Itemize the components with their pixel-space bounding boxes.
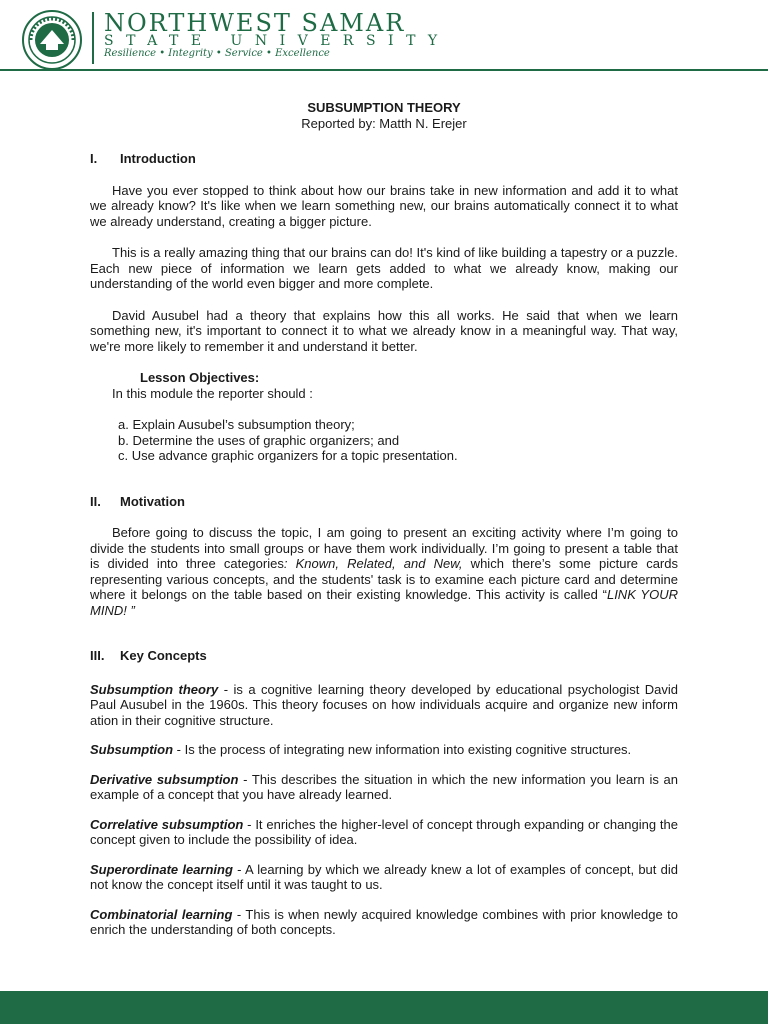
section-title: Motivation bbox=[120, 493, 185, 509]
concept-term: Subsumption theory bbox=[90, 681, 219, 697]
section-heading-introduction bbox=[90, 151, 678, 167]
objectives-heading: Lesson Objectives: bbox=[140, 370, 260, 385]
concept-definition bbox=[90, 862, 678, 893]
section-number: III. bbox=[90, 648, 105, 663]
objectives-intro: In this module the reporter should : bbox=[112, 385, 313, 401]
concept-text: - This is when newly acquired knowledge combines with prior knowledge to enrich the understanding of both concepts. bbox=[90, 906, 678, 937]
section-heading-key-concepts bbox=[90, 648, 678, 664]
reported-by: Reported by: Matth N. Erejer bbox=[301, 115, 467, 131]
intro-paragraph: David Ausubel had a theory that explains how this all works. He said that when we learn something new, it's important to connect it to what we already know in a meaningful way. That way, we're more likely to remember it and understand it better. bbox=[90, 307, 678, 354]
section-title: Key Concepts bbox=[120, 648, 207, 663]
footer-bar bbox=[0, 991, 768, 1024]
university-motto: Resilience • Integrity • Service • Excellence bbox=[104, 48, 330, 59]
concept-text: - This describes the situation in which the new information you learn is an example of a concept that you have already learned. bbox=[90, 771, 678, 802]
concept-definition bbox=[90, 742, 678, 758]
university-seal-icon bbox=[22, 10, 82, 70]
document-title: SUBSUMPTION THEORY bbox=[307, 100, 461, 115]
university-subtitle: STATE UNIVERSITY bbox=[104, 33, 450, 49]
concept-definition bbox=[90, 817, 678, 848]
header-divider bbox=[92, 12, 94, 64]
intro-paragraph: Have you ever stopped to think about how our brains take in new information and add it to what we already know? It's like when we learn something new, our brains automatically connect it to what we already understand, creating a bigger picture. bbox=[90, 182, 678, 229]
concept-term: Correlative subsumption bbox=[90, 816, 244, 832]
concept-term: Subsumption bbox=[90, 742, 174, 757]
section-heading-motivation bbox=[90, 494, 678, 510]
section-number: II. bbox=[90, 493, 101, 509]
concept-term: Derivative subsumption bbox=[90, 771, 239, 787]
concept-text: - A learning by which we already knew a lot of examples of concept, but did not know the concept itself until it was taught to us. bbox=[90, 861, 678, 892]
header-rule bbox=[0, 69, 768, 71]
list-item: c. Use advance graphic organizers for a topic presentation. bbox=[118, 448, 458, 463]
section-title: Introduction bbox=[120, 151, 196, 166]
motivation-text: Before going to discuss the topic, I am going to present an exciting activity where I’m going to divide the students into small groups or have them work individually. I’m going to present a table that is divided into three categories bbox=[90, 525, 678, 571]
intro-paragraph: This is a really amazing thing that our brains can do! It's kind of like building a tapestry or a puzzle. Each new piece of information we learn gets added to what we already know, making our understanding of the world even bigger and more complete. bbox=[90, 245, 678, 291]
motivation-text: which there’s some picture cards representing various concepts, and the students' task is to examine each picture card and determine where it belongs on the table based on their existing knowledge. This activity is called “ bbox=[90, 556, 678, 602]
university-name: NORTHWEST SAMAR bbox=[104, 9, 406, 37]
categories-text: : Known, Related, and New, bbox=[283, 556, 463, 571]
document-body bbox=[90, 100, 678, 938]
concept-text: - is a cognitive learning theory developed by educational psychologist David Paul Ausubel in the 1960s. This theory focuses on how individuals acquire and organize new inform ation in their cognitive structure. bbox=[90, 681, 679, 728]
concept-definition bbox=[90, 907, 678, 938]
section-number: I. bbox=[90, 151, 98, 166]
concept-term: Superordinate learning bbox=[90, 861, 233, 877]
list-item: b. Determine the uses of graphic organizers; and bbox=[118, 432, 400, 448]
concept-definition bbox=[90, 682, 678, 729]
list-item: a. Explain Ausubel’s subsumption theory; bbox=[118, 417, 355, 432]
motivation-paragraph bbox=[90, 525, 678, 618]
concept-term: Combinatorial learning bbox=[90, 906, 233, 922]
concept-text: - It enriches the higher-level of concept through expanding or changing the concept given to include the possibility of idea. bbox=[90, 816, 679, 847]
letterhead bbox=[0, 0, 768, 72]
concept-text: - Is the process of integrating new information into existing cognitive structures. bbox=[173, 742, 632, 757]
objectives-list bbox=[90, 417, 678, 464]
activity-name: LINK YOUR MIND! ” bbox=[90, 587, 678, 618]
concept-definition bbox=[90, 772, 678, 803]
